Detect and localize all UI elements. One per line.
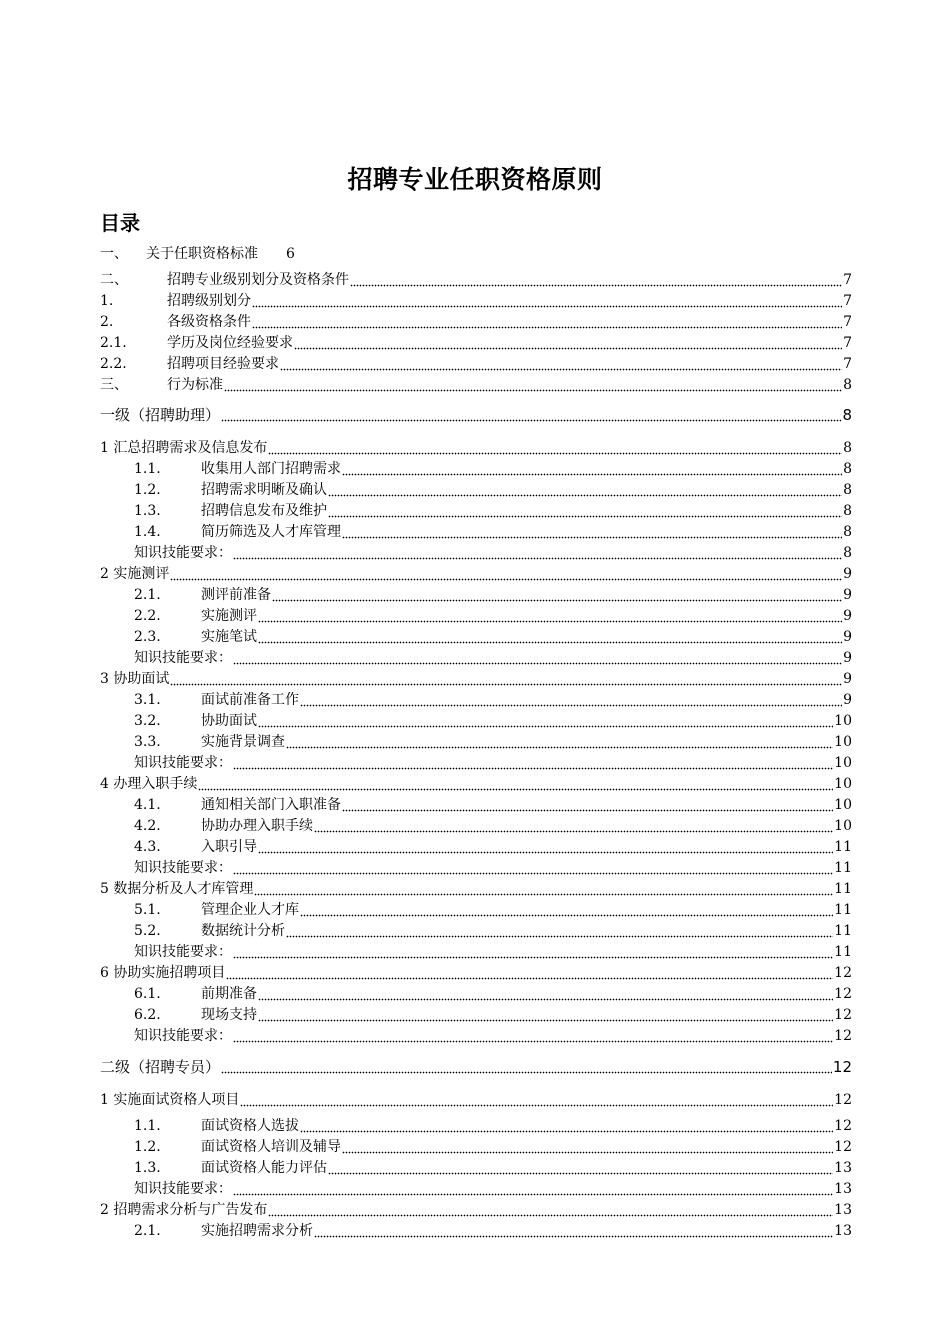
toc-entry[interactable] xyxy=(100,1200,852,1221)
toc-entry-number: 1.4. xyxy=(134,524,161,540)
toc-entry[interactable] xyxy=(100,312,852,333)
toc-dot-leader xyxy=(252,315,842,329)
toc-entry-number: 1.2. xyxy=(134,1139,161,1155)
toc-entry[interactable] xyxy=(134,753,852,774)
toc-dot-leader xyxy=(258,609,842,623)
toc-entry[interactable] xyxy=(134,690,852,711)
toc-entry-number: 1.1. xyxy=(134,1118,161,1134)
toc-entry-page-number: 7 xyxy=(843,356,852,372)
toc-entry-page-number: 12 xyxy=(834,1092,852,1108)
toc-entry-number: 一、 xyxy=(100,246,128,262)
toc-entry-number: 1. xyxy=(100,293,114,309)
toc-entry-number: 2.1. xyxy=(100,335,127,351)
toc-entry[interactable] xyxy=(134,816,852,837)
toc-entry[interactable] xyxy=(100,270,852,291)
toc-entry-number: 5.1. xyxy=(134,902,161,918)
toc-dot-leader xyxy=(240,1093,833,1107)
toc-entry-title: 实施笔试 xyxy=(201,629,257,645)
toc-dot-leader xyxy=(328,483,842,497)
toc-entry-page-number: 9 xyxy=(843,566,852,582)
toc-entry[interactable] xyxy=(100,1057,852,1078)
toc-dot-leader xyxy=(328,1161,833,1175)
toc-entry[interactable] xyxy=(100,879,852,900)
toc-entry[interactable] xyxy=(134,795,852,816)
toc-entry-page-number: 11 xyxy=(834,944,852,960)
toc-dot-leader xyxy=(286,924,833,938)
toc-entry-title: 知识技能要求： xyxy=(134,1181,232,1197)
toc-entry[interactable] xyxy=(100,669,852,690)
toc-dot-leader xyxy=(233,1182,833,1196)
toc-entry[interactable] xyxy=(134,1221,852,1242)
toc-dot-leader xyxy=(258,987,833,1001)
toc-entry-page-number: 9 xyxy=(843,587,852,603)
toc-entry-title: 知识技能要求： xyxy=(134,755,232,771)
toc-entry-title: 4 办理入职手续 xyxy=(100,776,198,792)
toc-entry[interactable] xyxy=(134,1179,852,1200)
toc-entry-page-number: 11 xyxy=(834,881,852,897)
toc-dot-leader xyxy=(252,294,842,308)
toc-entry-number: 2.1. xyxy=(134,587,161,603)
toc-heading: 目录 xyxy=(100,211,140,235)
toc-dot-leader xyxy=(258,1008,833,1022)
toc-entry-title: 1 汇总招聘需求及信息发布 xyxy=(100,440,268,456)
toc-entry-number: 4.1. xyxy=(134,797,161,813)
toc-dot-leader xyxy=(272,588,842,602)
toc-entry-title: 知识技能要求： xyxy=(134,1028,232,1044)
toc-entry-title: 前期准备 xyxy=(201,986,257,1002)
toc-entry-page-number: 12 xyxy=(834,965,852,981)
toc-entry-number: 1.1. xyxy=(134,461,161,477)
toc-entry[interactable] xyxy=(134,606,852,627)
toc-entry[interactable] xyxy=(134,1116,852,1137)
toc-entry-number: 3.2. xyxy=(134,713,161,729)
toc-entry-page-number: 13 xyxy=(834,1160,852,1176)
toc-entry-title: 入职引导 xyxy=(201,839,257,855)
toc-entry-page-number: 10 xyxy=(834,818,852,834)
toc-dot-leader xyxy=(233,945,833,959)
toc-dot-leader xyxy=(198,777,833,791)
toc-entry-page-number: 10 xyxy=(834,797,852,813)
toc-dot-leader xyxy=(300,1119,833,1133)
toc-entry[interactable] xyxy=(100,564,852,585)
toc-entry[interactable] xyxy=(134,984,852,1005)
toc-dot-leader xyxy=(258,630,842,644)
toc-entry[interactable] xyxy=(100,405,852,426)
toc-dot-leader xyxy=(286,735,833,749)
toc-entry[interactable] xyxy=(134,501,852,522)
toc-entry-title: 招聘级别划分 xyxy=(167,293,251,309)
toc-entry-number: 1.3. xyxy=(134,503,161,519)
toc-entry-page-number: 9 xyxy=(843,608,852,624)
toc-entry-number: 二、 xyxy=(100,272,128,288)
toc-entry-page-number: 8 xyxy=(843,482,852,498)
toc-entry-title: 学历及岗位经验要求 xyxy=(167,335,293,351)
toc-entry-number: 1.3. xyxy=(134,1160,161,1176)
toc-dot-leader xyxy=(350,273,842,287)
toc-entry[interactable] xyxy=(134,480,852,501)
toc-dot-leader xyxy=(233,1029,833,1043)
toc-entry-page-number: 13 xyxy=(834,1181,852,1197)
toc-entry[interactable] xyxy=(134,522,852,543)
toc-entry-title: 面试资格人培训及辅导 xyxy=(201,1139,341,1155)
toc-entry[interactable] xyxy=(134,900,852,921)
toc-entry[interactable] xyxy=(134,459,852,480)
toc-entry-title: 数据统计分析 xyxy=(201,923,285,939)
toc-entry[interactable] xyxy=(134,627,852,648)
toc-entry-number: 2. xyxy=(100,314,114,330)
toc-entry-title: 知识技能要求： xyxy=(134,944,232,960)
toc-entry-number: 2.2. xyxy=(134,608,161,624)
toc-entry-number: 4.3. xyxy=(134,839,161,855)
toc-entry-title: 1 实施面试资格人项目 xyxy=(100,1092,240,1108)
toc-entry-title: 2 实施测评 xyxy=(100,566,170,582)
toc-entry[interactable] xyxy=(134,585,852,606)
toc-entry-page-number: 10 xyxy=(834,713,852,729)
toc-entry[interactable] xyxy=(134,837,852,858)
toc-entry[interactable] xyxy=(100,774,852,795)
toc-entry[interactable] xyxy=(134,1005,852,1026)
toc-entry-title: 知识技能要求： xyxy=(134,650,232,666)
toc-entry-number: 3.3. xyxy=(134,734,161,750)
toc-entry-title: 实施招聘需求分析 xyxy=(201,1223,313,1239)
toc-entry-page-number: 9 xyxy=(843,650,852,666)
toc-entry[interactable] xyxy=(134,732,852,753)
toc-entry-title: 实施背景调查 xyxy=(201,734,285,750)
toc-entry-title: 知识技能要求： xyxy=(134,860,232,876)
toc-entry-title: 面试资格人能力评估 xyxy=(201,1160,327,1176)
toc-entry[interactable] xyxy=(100,291,852,312)
toc-entry[interactable] xyxy=(100,438,852,459)
toc-entry[interactable] xyxy=(100,244,852,265)
toc-entry-page-number: 10 xyxy=(834,734,852,750)
toc-entry-title: 各级资格条件 xyxy=(167,314,251,330)
toc-dot-leader xyxy=(314,1224,833,1238)
toc-entry[interactable] xyxy=(134,921,852,942)
toc-entry-title: 知识技能要求： xyxy=(134,545,232,561)
toc-entry-number: 6.2. xyxy=(134,1007,161,1023)
toc-entry-page-number: 12 xyxy=(832,1058,852,1076)
toc-dot-leader xyxy=(328,504,842,518)
toc-entry-page-number: 10 xyxy=(834,776,852,792)
toc-dot-leader xyxy=(170,567,842,581)
toc-dot-leader xyxy=(268,441,842,455)
toc-dot-leader xyxy=(294,336,842,350)
toc-dot-leader xyxy=(258,714,833,728)
toc-entry-title: 管理企业人才库 xyxy=(201,902,299,918)
toc-dot-leader xyxy=(342,525,842,539)
toc-dot-leader xyxy=(342,798,833,812)
toc-entry-title: 测评前准备 xyxy=(201,587,271,603)
toc-dot-leader xyxy=(258,840,833,854)
toc-entry-title: 6 协助实施招聘项目 xyxy=(100,965,226,981)
toc-entry-page-number: 12 xyxy=(834,986,852,1002)
toc-entry-page-number: 8 xyxy=(843,545,852,561)
toc-dot-leader xyxy=(224,378,842,392)
toc-dot-leader xyxy=(342,1140,833,1154)
toc-dot-leader xyxy=(226,966,833,980)
toc-entry-page-number: 12 xyxy=(834,1007,852,1023)
toc-entry-page-number: 11 xyxy=(834,860,852,876)
toc-dot-leader xyxy=(233,861,833,875)
toc-entry[interactable] xyxy=(134,1137,852,1158)
toc-dot-leader xyxy=(221,1060,832,1074)
toc-dot-leader xyxy=(300,903,833,917)
toc-entry[interactable] xyxy=(134,1158,852,1179)
toc-entry-number: 2.2. xyxy=(100,356,127,372)
toc-entry-number: 4.2. xyxy=(134,818,161,834)
toc-entry-title: 协助办理入职手续 xyxy=(201,818,313,834)
toc-entry-page-number: 8 xyxy=(843,503,852,519)
toc-entry-page-number: 9 xyxy=(843,692,852,708)
toc-entry[interactable] xyxy=(134,648,852,669)
toc-entry-page-number: 7 xyxy=(843,314,852,330)
toc-entry-number: 2.1. xyxy=(134,1223,161,1239)
toc-entry-title: 收集用人部门招聘需求 xyxy=(201,461,341,477)
toc-dot-leader xyxy=(233,756,833,770)
toc-entry-number: 5.2. xyxy=(134,923,161,939)
toc-entry-page-number: 12 xyxy=(834,1028,852,1044)
toc-entry-title: 2 招聘需求分析与广告发布 xyxy=(100,1202,268,1218)
toc-dot-leader xyxy=(314,819,833,833)
toc-entry[interactable] xyxy=(100,333,852,354)
toc-entry-page-number: 12 xyxy=(834,1139,852,1155)
toc-entry-page-number: 7 xyxy=(843,272,852,288)
toc-dot-leader xyxy=(221,408,841,422)
toc-dot-leader xyxy=(254,882,833,896)
toc-entry[interactable] xyxy=(134,858,852,879)
document-title: 招聘专业任职资格原则 xyxy=(347,165,603,194)
toc-entry[interactable] xyxy=(100,354,852,375)
toc-entry-page-number: 8 xyxy=(843,440,852,456)
toc-entry-title: 关于任职资格标准 xyxy=(146,246,258,262)
toc-dot-leader xyxy=(233,651,842,665)
toc-dot-leader xyxy=(233,546,842,560)
toc-entry-title: 二级（招聘专员） xyxy=(100,1058,221,1076)
toc-entry[interactable] xyxy=(134,711,852,732)
toc-entry-page-number: 7 xyxy=(843,335,852,351)
toc-entry[interactable] xyxy=(100,1090,852,1111)
toc-entry-page-number: 8 xyxy=(843,461,852,477)
toc-entry-page-number: 8 xyxy=(843,524,852,540)
toc-entry-page-number: 7 xyxy=(843,293,852,309)
toc-entry-title: 一级（招聘助理） xyxy=(100,406,221,424)
toc-entry-title: 招聘项目经验要求 xyxy=(167,356,279,372)
toc-entry[interactable] xyxy=(100,963,852,984)
toc-entry-page-number: 8 xyxy=(843,377,852,393)
toc-entry-title: 协助面试 xyxy=(201,713,257,729)
toc-entry-title: 行为标准 xyxy=(167,377,223,393)
toc-entry[interactable] xyxy=(134,1026,852,1047)
toc-dot-leader xyxy=(342,462,842,476)
toc-entry-page-number: 11 xyxy=(834,839,852,855)
toc-dot-leader xyxy=(268,1203,833,1217)
toc-entry-title: 招聘信息发布及维护 xyxy=(201,503,327,519)
toc-entry-title: 5 数据分析及人才库管理 xyxy=(100,881,254,897)
toc-entry-page-number: 9 xyxy=(843,629,852,645)
toc-entry-page-number: 12 xyxy=(834,1118,852,1134)
toc-entry-title: 招聘专业级别划分及资格条件 xyxy=(167,272,349,288)
toc-entry[interactable] xyxy=(134,942,852,963)
toc-entry-title: 简历筛选及人才库管理 xyxy=(201,524,341,540)
toc-entry-page-number: 11 xyxy=(834,923,852,939)
toc-entry-page-number: 8 xyxy=(842,406,852,424)
toc-entry-title: 通知相关部门入职准备 xyxy=(201,797,341,813)
toc-entry-page-number: 9 xyxy=(843,671,852,687)
toc-entry-number: 3.1. xyxy=(134,692,161,708)
toc-entry-title: 面试前准备工作 xyxy=(201,692,299,708)
toc-entry-page-number: 6 xyxy=(286,246,295,262)
toc-entry-number: 1.2. xyxy=(134,482,161,498)
toc-entry[interactable] xyxy=(134,543,852,564)
toc-entry-title: 招聘需求明晰及确认 xyxy=(201,482,327,498)
toc-entry-title: 3 协助面试 xyxy=(100,671,170,687)
toc-entry-title: 面试资格人选拔 xyxy=(201,1118,299,1134)
toc-entry-page-number: 13 xyxy=(834,1223,852,1239)
toc-entry-number: 2.3. xyxy=(134,629,161,645)
toc-entry-page-number: 13 xyxy=(834,1202,852,1218)
toc-entry-page-number: 11 xyxy=(834,902,852,918)
toc-dot-leader xyxy=(280,357,842,371)
toc-entry-number: 三、 xyxy=(100,377,128,393)
toc-entry-title: 实施测评 xyxy=(201,608,257,624)
toc-entry-number: 6.1. xyxy=(134,986,161,1002)
toc-entry[interactable] xyxy=(100,375,852,396)
toc-dot-leader xyxy=(170,672,842,686)
toc-entry-title: 现场支持 xyxy=(201,1007,257,1023)
toc-dot-leader xyxy=(300,693,842,707)
toc-entry-page-number: 10 xyxy=(834,755,852,771)
